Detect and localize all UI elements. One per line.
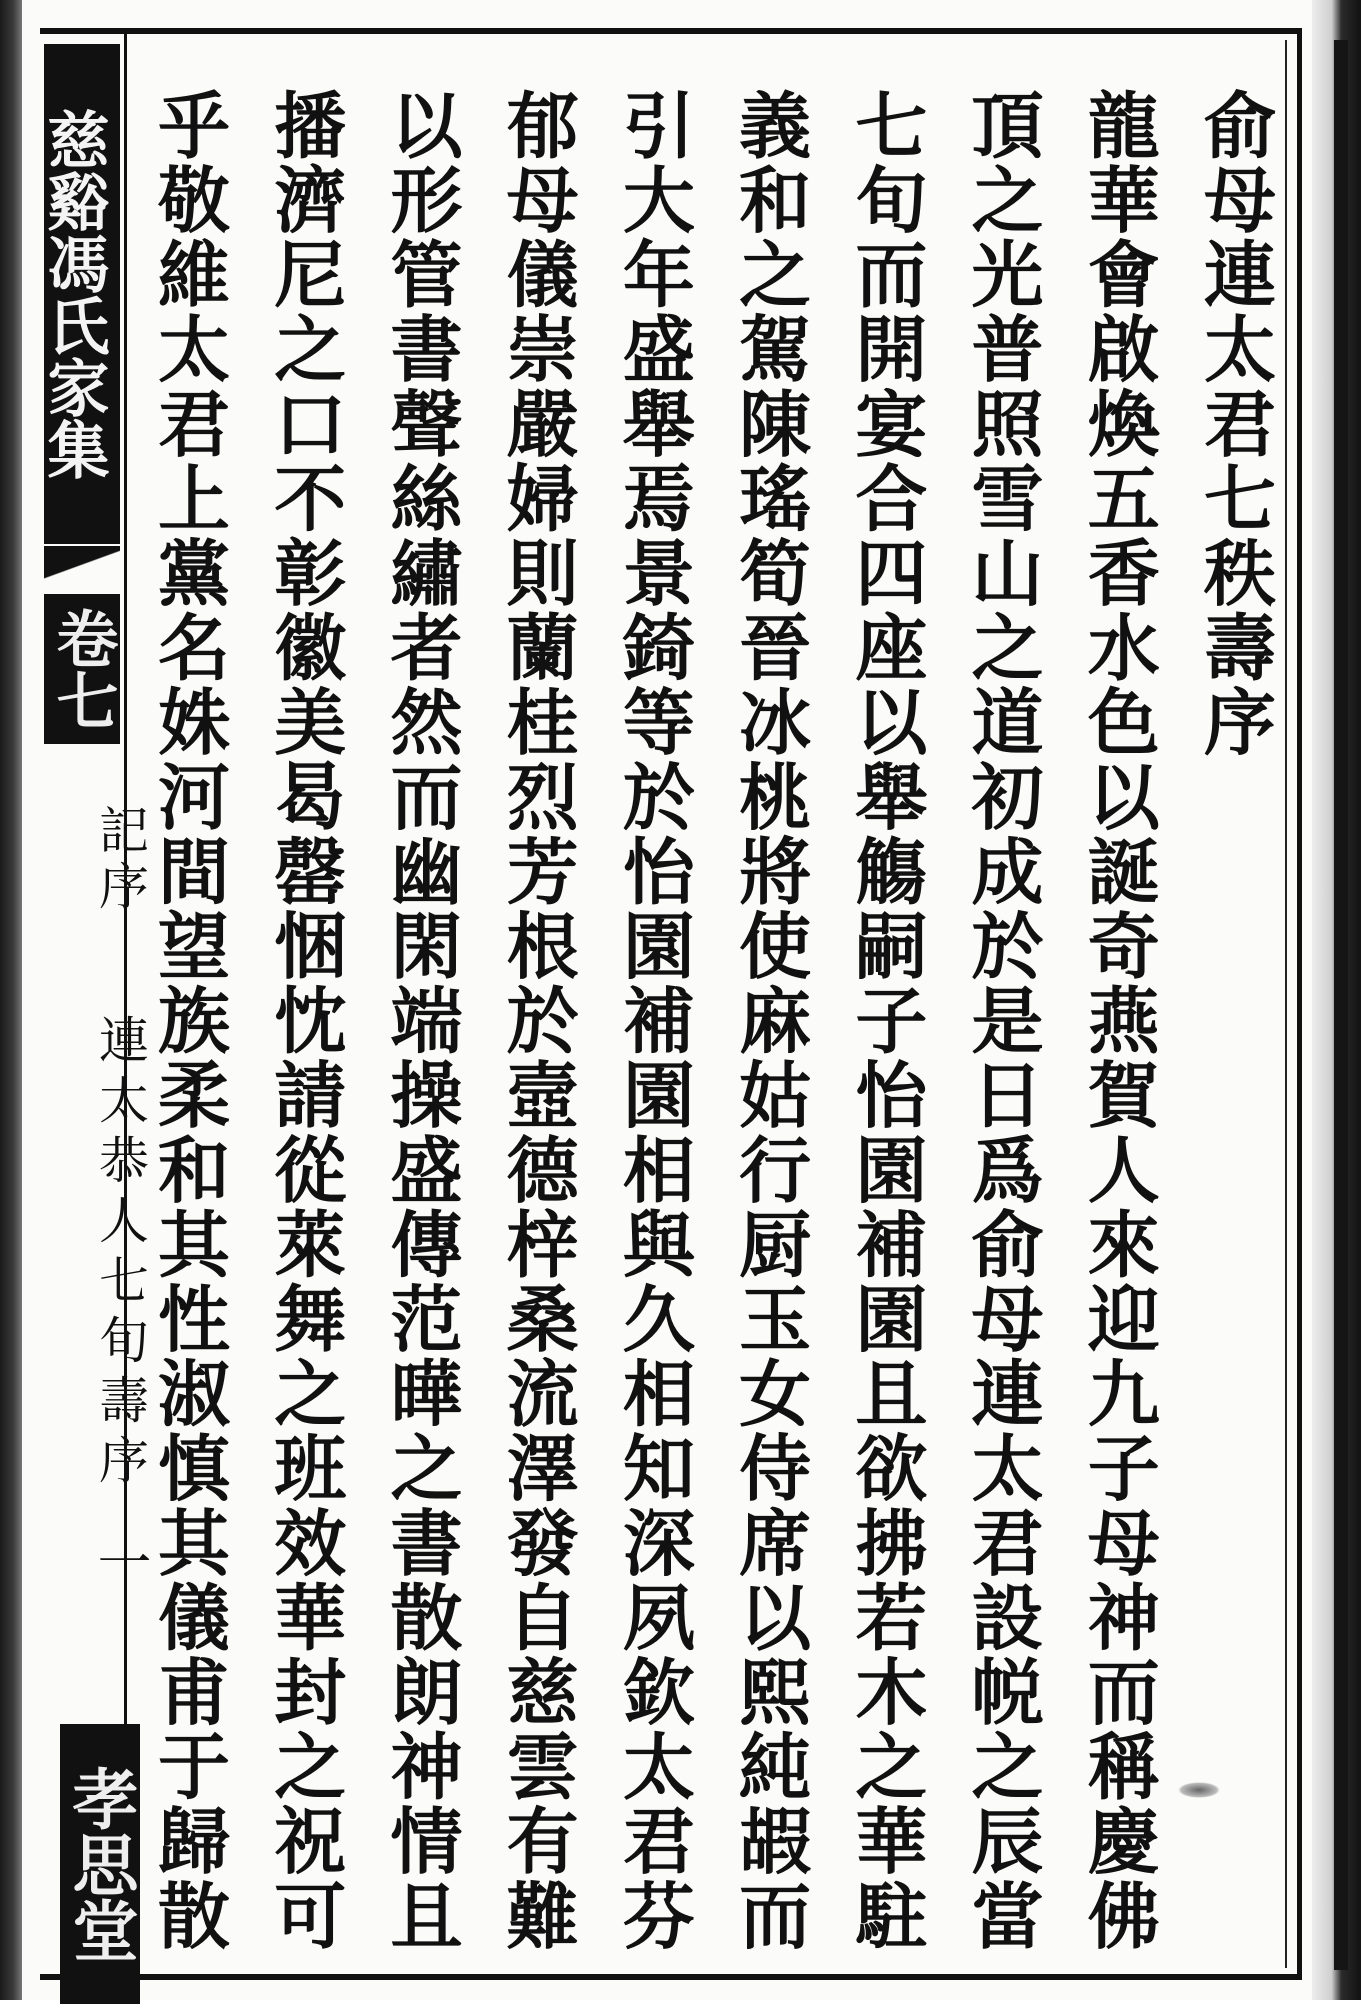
next-leaf-gutter (1312, 0, 1361, 2000)
text-column: 七旬而開宴合四座以舉觴嗣子怡園補園且欲拂若木之華駐 (843, 88, 929, 1953)
text-column: 龍華會啟煥五香水色以誕奇燕賀人來迎九子母神而稱慶佛 (1075, 88, 1161, 1953)
volume-number: 卷七 (44, 594, 120, 744)
binding-edge (0, 0, 22, 2000)
section-label: 記序 (91, 804, 149, 916)
section-title: 連太恭人七旬壽序 (91, 1014, 149, 1494)
text-column: 郁母儀崇嚴婦則蘭桂烈芳根於壼德梓桑流澤發自慈雲有難 (494, 88, 580, 1953)
text-columns (136, 88, 1286, 1958)
text-column: 播濟尼之口不彰徽美曷罄悃忱請從萊舞之班效華封之祝可 (262, 88, 348, 1953)
folio-number: 一 (89, 1534, 152, 1588)
essay-title: 俞母連太君七秩壽序 (1191, 88, 1277, 760)
hall-name: 孝思堂 (60, 1724, 140, 2004)
next-leaf-edge (1334, 40, 1348, 1970)
fish-tail-mark (44, 546, 120, 582)
collection-title: 慈谿馮氏家集 (44, 44, 120, 544)
text-column: 引大年盛舉焉景錡等於怡園補園相與久相知深夙欽太君芬 (610, 88, 696, 1953)
text-column: 以形管書聲絲繡者然而幽閑端操盛傳范曄之書散朗神情且 (378, 88, 464, 1953)
banxin-margin (37, 34, 152, 1974)
ink-smudge (1178, 1782, 1220, 1798)
text-column: 頂之光普照雪山之道初成於是日爲俞母連太君設帨之辰當 (959, 88, 1045, 1953)
text-column: 義和之駕陳瑤筍晉冰桃將使麻姑行厨玉女侍席以熙純嘏而 (727, 88, 813, 1953)
text-column: 乎敬維太君上黨名姝河間望族柔和其性淑慎其儀甫于歸散 (146, 88, 231, 1953)
